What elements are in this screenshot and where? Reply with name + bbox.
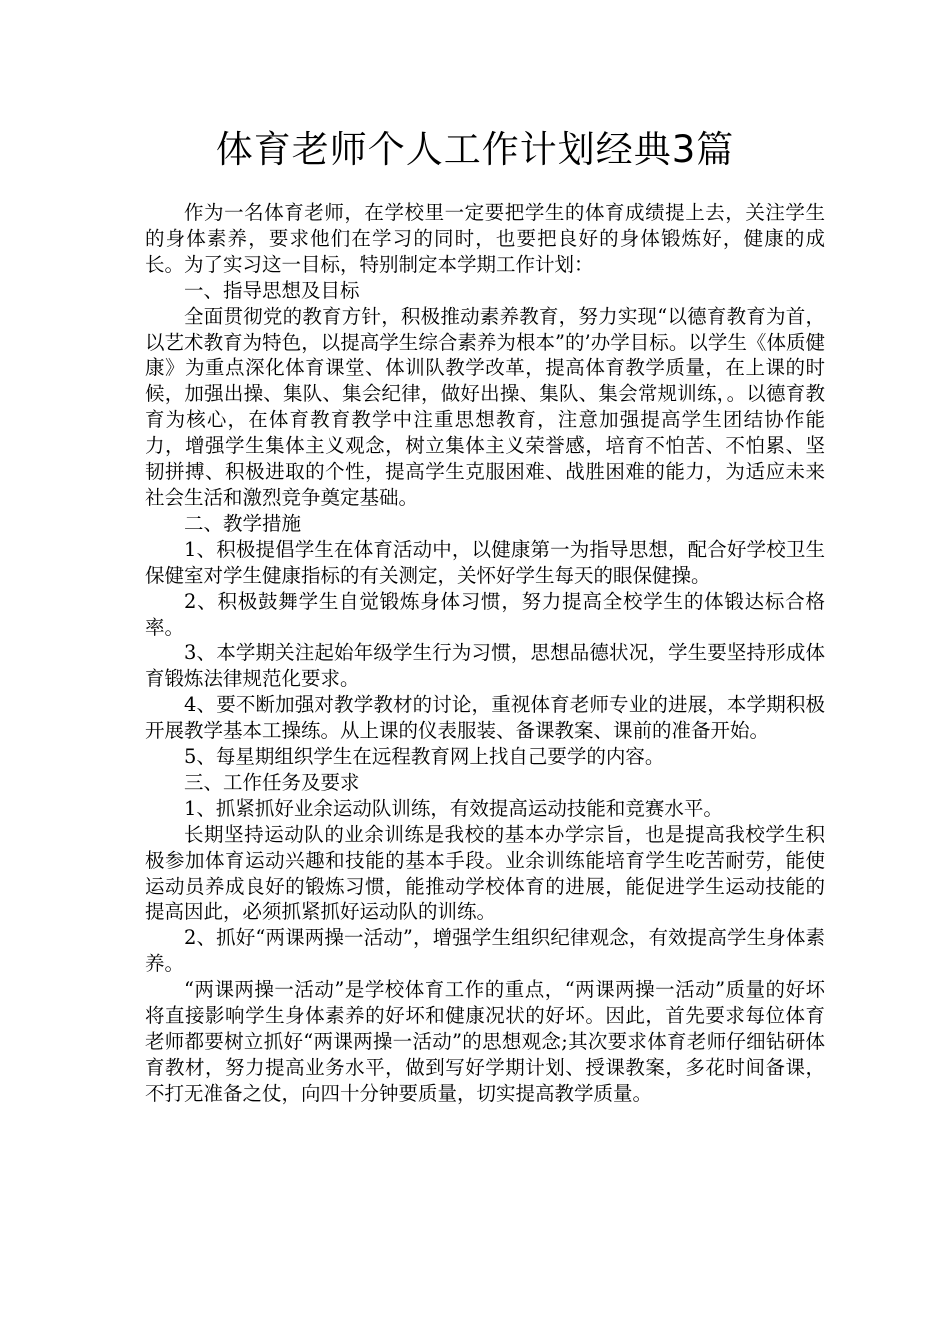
- section-heading-1: 一、指导思想及目标: [184, 278, 360, 302]
- task-item-2: 2、抓好“两课两操一活动”，增强学生组织纪律观念，有效提高学生身体素养。: [145, 926, 825, 976]
- measure-item-3: 3、本学期关注起始年级学生行为习惯，思想品德状况，学生要坚持形成体育锻炼法律规范化要求。: [145, 641, 825, 691]
- task-item-2-detail: “两课两操一活动”是学校体育工作的重点，“两课两操一活动”质量的好坏将直接影响学生身体素养的好坏和健康况状的好坏。因此，首先要求每位体育老师都要树立抓好“两课两操一活动”的思想观念;其次要求体育老师仔细钻研体育教材，努力提高业务水平，做到写好学期计划、授课教案，多花时间备课，不打无准备之仗，向四十分钟要质量，切实提高教学质量。: [145, 978, 825, 1105]
- guiding-ideology-paragraph: 全面贯彻党的教育方针，积极推动素养教育，努力实现“以德育教育为首，以艺术教育为特色，以提高学生综合素养为根本”的’办学目标。以学生《体质健康》为重点深化体育课堂、体训队教学改革，提高体育教学质量，在上课的时候，加强出操、集队、集会纪律，做好出操、集队、集会常规训练，。以德育教育为核心，在体育教育教学中注重思想教育，注意加强提高学生团结协作能力，增强学生集体主义观念，树立集体主义荣誉感，培育不怕苦、不怕累、坚韧拼搏、积极进取的个性，提高学生克服困难、战胜困难的能力，为适应未来社会生活和激烈竞争奠定基础。: [145, 304, 825, 509]
- section-heading-3: 三、工作任务及要求: [184, 770, 360, 794]
- task-item-1-detail: 长期坚持运动队的业余训练是我校的基本办学宗旨，也是提高我校学生积极参加体育运动兴趣和技能的基本手段。业余训练能培育学生吃苦耐劳，能使运动员养成良好的锻炼习惯，能推动学校体育的进展，能促进学生运动技能的提高因此，必须抓紧抓好运动队的训练。: [145, 822, 825, 924]
- measure-item-1: 1、积极提倡学生在体育活动中，以健康第一为指导思想，配合好学校卫生保健室对学生健康指标的有关测定，关怀好学生每天的眼保健操。: [145, 537, 825, 587]
- intro-paragraph: 作为一名体育老师，在学校里一定要把学生的体育成绩提上去，关注学生的身体素养，要求他们在学习的同时，也要把良好的身体锻炼好，健康的成长。为了实习这一目标，特别制定本学期工作计划：: [145, 201, 825, 276]
- document-title: 体育老师个人工作计划经典3篇: [215, 128, 735, 171]
- section-heading-2: 二、教学措施: [184, 511, 302, 535]
- document-body: [145, 200, 825, 1107]
- measure-item-4: 4、要不断加强对教学教材的讨论，重视体育老师专业的进展，本学期积极开展教学基本工操练。从上课的仪表服装、备课教案、课前的准备开始。: [145, 693, 825, 743]
- measure-item-5: 5、每星期组织学生在远程教育网上找自己要学的内容。: [184, 745, 665, 769]
- task-item-1: 1、抓紧抓好业余运动队训练，有效提高运动技能和竞赛水平。: [184, 796, 723, 820]
- measure-item-2: 2、积极鼓舞学生自觉锻炼身体习惯，努力提高全校学生的体锻达标合格率。: [145, 589, 825, 639]
